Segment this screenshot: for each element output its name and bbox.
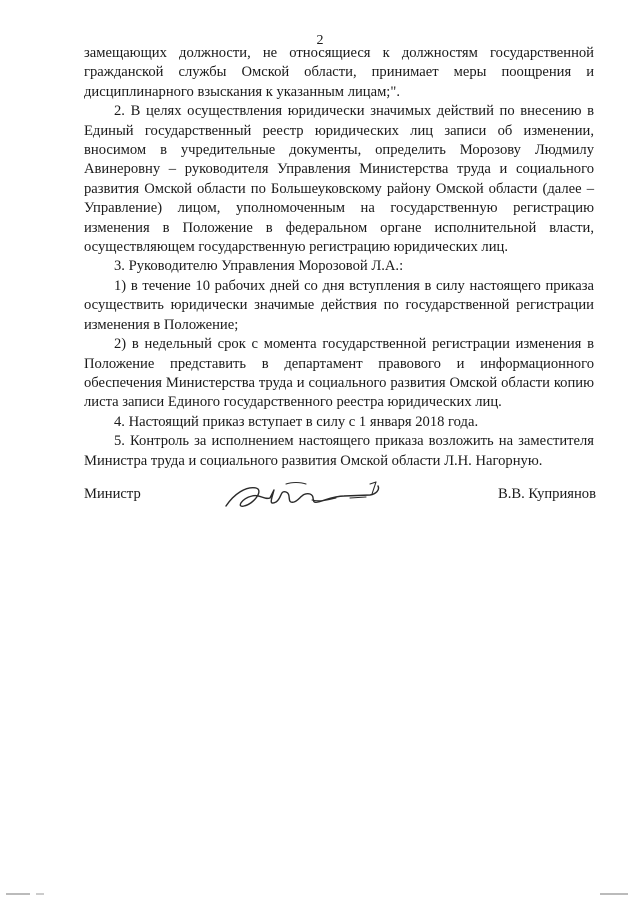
- scan-artifact-marks: [0, 892, 640, 896]
- handwritten-signature: [220, 476, 390, 516]
- paragraph-item-4: 4. Настоящий приказ вступает в силу с 1 января 2018 года.: [114, 413, 479, 430]
- page-number: 2: [316, 33, 324, 48]
- signatory-title: Министр: [84, 486, 141, 502]
- signature-block: [84, 476, 596, 526]
- paragraph-item-5: 5. Контроль за исполнением настоящего приказа возложить на заместителя Министра труда и социального развития Омской области Л.Н. Нагорную.: [84, 433, 594, 469]
- signatory-name: В.В. Куприянов: [498, 486, 596, 502]
- document-body: [84, 44, 594, 471]
- paragraph-continuation: замещающих должности, не относящиеся к должностям государственной гражданской службы Омской области, принимает меры поощрения и дисциплинарного взыскания к указанным лицам;".: [84, 45, 594, 100]
- paragraph-item-2: 2. В целях осуществления юридически значимых действий по внесению в Единый государственный реестр юридических лиц записи об изменении, вносимом в учредительные документы, определить Морозову Людмилу Авинеровну – руководителя Управления Министерства труда и социального развития Омской области по Большеуковскому району Омской области (далее – Управление) лицом, уполномоченным на государственную регистрацию изменения в Положение в федеральном органе исполнительной власти, осуществляющем государственную регистрацию юридических лиц.: [84, 103, 594, 256]
- paragraph-subitem-1: 1) в течение 10 рабочих дней со дня вступления в силу настоящего приказа осуществить юридически значимые действия по государственной регистрации изменения в Положение;: [84, 277, 594, 333]
- paragraph-item-3: 3. Руководителю Управления Морозовой Л.А.:: [114, 258, 404, 275]
- paragraph-subitem-2: 2) в недельный срок с момента государственной регистрации изменения в Положение представить в департамент правового и информационного обеспечения Министерства труда и социального развития Омской области копию листа записи Единого государственного реестра юридических лиц.: [84, 336, 594, 411]
